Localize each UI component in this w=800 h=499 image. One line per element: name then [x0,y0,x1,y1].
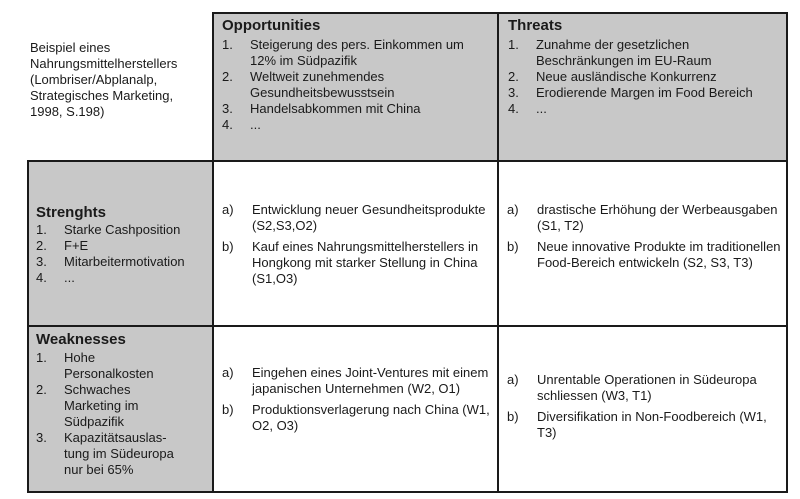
list-item: 1. Starke Cashposition [36,222,181,237]
list-item: a) drastische Erhöhung der Werbeausgaben (S1, T2) [507,202,778,233]
list-item: 4. ... [222,117,261,132]
weaknesses-list [36,350,176,478]
list-item: 4. ... [36,270,75,285]
list-item: 3. Handelsabkommen mit China [222,101,421,116]
wo-strategies-list [222,365,492,434]
weaknesses-title: Weaknesses [36,331,126,348]
st-strategies-list [507,202,782,271]
wt-strategies-list [507,372,782,441]
list-item: 1. Zunahme der gesetzlichen Beschränkungen im EU-Raum [508,37,712,68]
list-item: 1. Hohe Personalkosten [36,350,154,381]
list-item: 2. Neue ausländische Konkurrenz [508,69,717,84]
list-item: a) Entwicklung neuer Gesundheitsprodukte (S2,S3,O2) [222,202,486,233]
list-item: 1. Steigerung des pers. Einkommen um 12% im Südpazifik [222,37,464,68]
st-strategies-cell [507,202,782,276]
grid-line [212,12,788,14]
grid-line [786,12,788,493]
grid-line [27,325,788,327]
list-item: 2. Schwaches Marketing im Südpazifik [36,382,139,429]
list-item: 2. F+E [36,238,89,253]
list-item: a) Unrentable Operationen in Südeuropa schliessen (W3, T1) [507,372,757,403]
list-item: b) Neue innovative Produkte im traditionellen Food-Bereich entwickeln (S2, S3, T3) [507,239,781,270]
threats-list [508,37,770,117]
grid-line [497,12,499,493]
threats-cell [508,17,770,117]
wo-strategies-cell [222,365,492,439]
so-strategies-cell [222,202,492,292]
strengths-cell [36,204,208,286]
threats-title: Threats [508,17,563,34]
opportunities-title: Opportunities [222,17,321,34]
list-item: b) Diversifikation in Non-Foodbereich (W1, T3) [507,409,767,440]
list-item: a) Eingehen eines Joint-Ventures mit einem japanischen Unternehmen (W2, O1) [222,365,489,396]
grid-line [27,491,788,493]
grid-line [27,160,788,162]
list-item: b) Produktionsverlagerung nach China (W1, O2, O3) [222,402,490,433]
list-item: b) Kauf eines Nahrungsmittelherstellers in Hongkong mit starker Stellung in China (S1,O3) [222,239,479,286]
weaknesses-cell [36,331,176,478]
strengths-list [36,222,208,286]
list-item: 3. Kapazitätsauslas-tung im Südeuropa nur bei 65% [36,430,174,477]
list-item: 3. Mitarbeitermotivation [36,254,185,269]
list-item: 4. ... [508,101,547,116]
source-note: Beispiel eines Nahrungsmittelherstellers (Lombriser/Abplanalp, Strategisches Marketing, 1998, S.198) [30,40,178,119]
wt-strategies-cell [507,372,782,446]
opportunities-list [222,37,492,133]
list-item: 2. Weltweit zunehmendes Gesundheitsbewusstsein [222,69,395,100]
so-strategies-list [222,202,492,287]
grid-line [212,12,214,493]
list-item: 3. Erodierende Margen im Food Bereich [508,85,753,100]
opportunities-cell [222,17,492,133]
strengths-title: Strenghts [36,204,107,221]
